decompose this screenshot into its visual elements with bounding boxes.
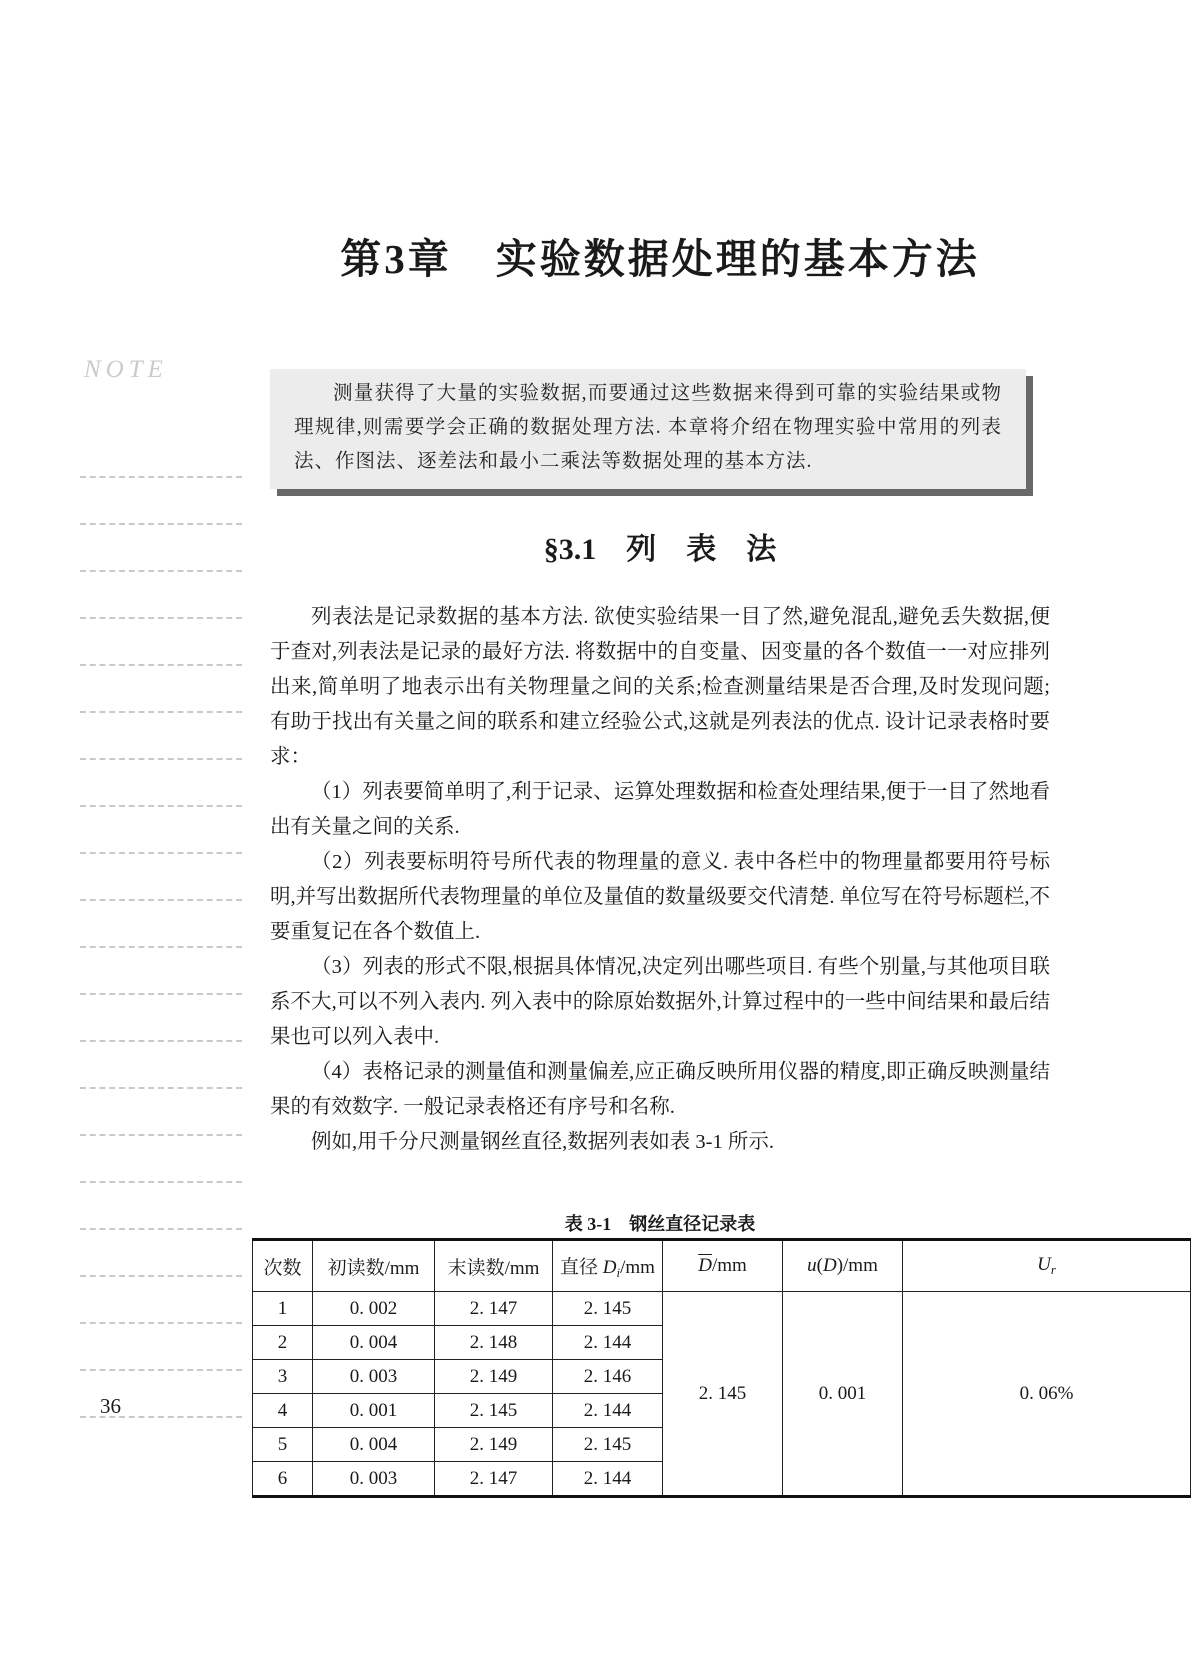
section-heading: §3.1 列 表 法	[543, 533, 777, 566]
table-cell: 0. 003	[313, 1360, 435, 1394]
table-cell: 2. 144	[553, 1462, 663, 1497]
table-cell: 2. 144	[553, 1394, 663, 1428]
table-cell: 2. 144	[553, 1326, 663, 1360]
table-cell: 5	[253, 1428, 313, 1462]
note-dashed-line	[80, 1134, 242, 1181]
table-cell: 0. 003	[313, 1462, 435, 1497]
header-text: U	[1037, 1254, 1051, 1276]
table-cell: 0. 004	[313, 1428, 435, 1462]
body-paragraph: （2）列表要标明符号所代表的物理量的意义. 表中各栏中的物理量都要用符号标明,并写出数据所代表物理量的单位及量值的数量级要交代清楚. 单位写在符号标题栏,不要重复记在各个数值上.	[270, 851, 1050, 943]
body-paragraph: 例如,用千分尺测量钢丝直径,数据列表如表 3-1 所示.	[311, 1131, 774, 1153]
chapter-intro-box	[270, 369, 1026, 489]
note-dashed-line	[80, 1087, 242, 1134]
note-dashed-line	[80, 1181, 242, 1228]
table-cell: 0. 004	[313, 1326, 435, 1360]
table-cell: 2. 145	[435, 1394, 553, 1428]
note-dashed-line	[80, 993, 242, 1040]
column-header	[313, 1240, 435, 1292]
header-text: $\overline{D}$	[698, 1255, 712, 1276]
wire-diameter-table	[252, 1238, 1191, 1498]
header-text: (	[816, 1255, 823, 1276]
chapter-title: 第3章 实验数据处理的基本方法	[340, 236, 980, 282]
column-header	[435, 1240, 553, 1292]
header-text: i	[616, 1264, 621, 1280]
table-cell: 2. 147	[435, 1462, 553, 1497]
table-cell: 4	[253, 1394, 313, 1428]
note-label: NOTE	[84, 356, 168, 383]
chapter-intro-text: 测量获得了大量的实验数据,而要通过这些数据来得到可靠的实验结果或物理规律,则需要学会正确的数据处理方法. 本章将介绍在物理实验中常用的列表法、作图法、逐差法和最小二乘法等数据处理的基本方法.	[294, 383, 1002, 472]
table-cell: 2. 149	[435, 1360, 553, 1394]
mean-diameter-cell: 2. 145	[663, 1292, 783, 1497]
table-body	[253, 1292, 1191, 1497]
note-dashed-line	[80, 899, 242, 946]
table-cell: 2. 146	[553, 1360, 663, 1394]
note-dashed-line	[80, 1228, 242, 1275]
note-dashed-line	[80, 1275, 242, 1322]
table-cell: 2. 147	[435, 1292, 553, 1326]
table-cell: 2. 145	[553, 1428, 663, 1462]
header-text: )/mm	[836, 1255, 878, 1276]
column-header	[663, 1240, 783, 1292]
column-header	[253, 1240, 313, 1292]
column-header	[783, 1240, 903, 1292]
page-number: 36	[100, 1394, 121, 1418]
note-dashed-line	[80, 617, 242, 664]
note-dashed-line	[80, 711, 242, 758]
note-dashed-line	[80, 946, 242, 993]
table-cell: 0. 001	[313, 1394, 435, 1428]
note-dashed-line	[80, 758, 242, 805]
body-paragraph: （4）表格记录的测量值和测量偏差,应正确反映所用仪器的精度,即正确反映测量结果的有效数字. 一般记录表格还有序号和名称.	[270, 1061, 1050, 1118]
header-text: 直径	[560, 1256, 603, 1278]
table-cell: 0. 002	[313, 1292, 435, 1326]
table-cell: 3	[253, 1360, 313, 1394]
column-header	[553, 1240, 663, 1292]
note-dashed-line	[80, 476, 242, 523]
header-text: /mm	[620, 1256, 655, 1278]
table-cell: 2. 148	[435, 1326, 553, 1360]
body-text	[270, 600, 1050, 1160]
body-paragraph: 列表法是记录数据的基本方法. 欲使实验结果一目了然,避免混乱,避免丢失数据,便于查对,列表法是记录的最好方法. 将数据中的自变量、因变量的各个数值一一对应排列出来,简单明了地表示出有关物理量之间的关系;检查测量结果是否合理,及时发现问题;有助于找出有关量之间的联系和建立经验公式,这就是列表法的优点. 设计记录表格时要求：	[270, 606, 1050, 768]
table-cell: 6	[253, 1462, 313, 1497]
note-dashed-line	[80, 1322, 242, 1369]
table-row	[253, 1292, 1191, 1326]
relative-uncertainty-cell: 0. 06%	[903, 1292, 1191, 1497]
header-text: r	[1050, 1261, 1056, 1277]
table-cell: 2	[253, 1326, 313, 1360]
body-paragraph: （3）列表的形式不限,根据具体情况,决定列出哪些项目. 有些个别量,与其他项目联系不大,可以不列入表内. 列入表中的除原始数据外,计算过程中的一些中间结果和最后结果也可以列入表中.	[270, 956, 1050, 1048]
table-header	[253, 1240, 1191, 1292]
header-text: 初读数/mm	[327, 1257, 420, 1279]
header-text: D	[602, 1256, 617, 1278]
table-cell: 2. 149	[435, 1428, 553, 1462]
table-cell: 2. 145	[553, 1292, 663, 1326]
note-dashed-line	[80, 852, 242, 899]
note-dashed-line	[80, 523, 242, 570]
table-header-row	[253, 1240, 1191, 1292]
note-dashed-line	[80, 1040, 242, 1087]
body-paragraph: （1）列表要简单明了,利于记录、运算处理数据和检查处理结果,便于一目了然地看出有关量之间的关系.	[270, 781, 1050, 838]
note-dashed-line	[80, 805, 242, 852]
header-text: /mm	[711, 1255, 747, 1276]
column-header	[903, 1240, 1191, 1292]
note-dashed-line	[80, 1416, 242, 1463]
header-text: 末读数/mm	[447, 1257, 540, 1279]
margin-ruled-lines	[80, 476, 242, 1463]
table-cell: 1	[253, 1292, 313, 1326]
table-caption: 表 3-1 钢丝直径记录表	[564, 1214, 756, 1234]
note-dashed-line	[80, 664, 242, 711]
uncertainty-cell: 0. 001	[783, 1292, 903, 1497]
note-dashed-line	[80, 570, 242, 617]
header-text: u	[807, 1255, 817, 1276]
header-text: 次数	[263, 1257, 302, 1279]
header-text: D	[822, 1255, 837, 1276]
